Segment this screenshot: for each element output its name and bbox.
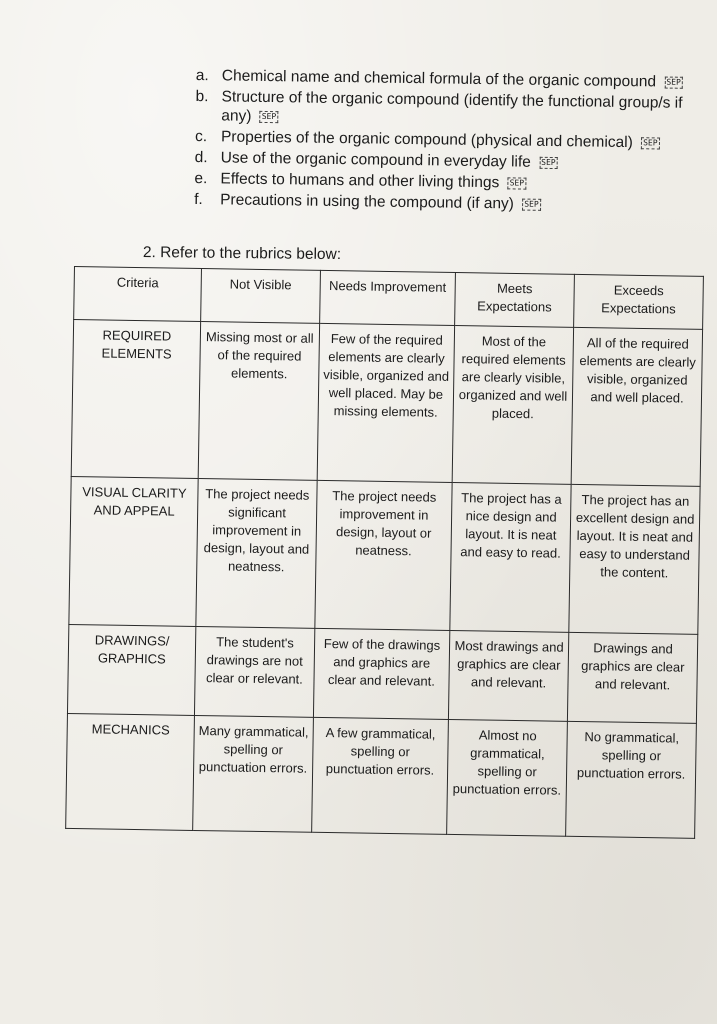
exceeds-expectations-cell: The project has an excellent design and layout. It is neat and easy to understand the content. [569, 484, 700, 634]
table-row [69, 476, 700, 634]
sep-glyph-icon: SEP [522, 198, 541, 210]
needs-improvement-cell: Few of the drawings and graphics are clear and relevant. [313, 628, 450, 719]
requirements-list [194, 66, 696, 218]
meets-expectations-cell: Most of the required elements are clearly visible, organized and well placed. [452, 325, 574, 484]
exceeds-expectations-cell: No grammatical, spelling or punctuation errors. [566, 721, 697, 838]
needs-improvement-cell: Few of the required elements are clearly visible, organized and well placed. May be missing elements. [317, 323, 455, 482]
sep-glyph-icon: SEP [664, 76, 683, 88]
list-item-text: Chemical name and chemical formula of the organic compound [221, 67, 657, 91]
meets-expectations-cell: The project has a nice design and layout. It is neat and easy to read. [450, 482, 571, 632]
criteria-cell: VISUAL CLARITY AND APPEAL [69, 476, 198, 626]
sep-glyph-icon: SEP [260, 111, 279, 123]
list-marker: d. [194, 148, 208, 167]
list-marker: e. [194, 169, 208, 188]
needs-improvement-cell: The project needs improvement in design, layout or neatness. [315, 480, 453, 630]
list-item-text: Properties of the organic compound (physical and chemical) [220, 128, 633, 152]
rubric-instruction: 2. Refer to the rubrics below: [142, 244, 342, 264]
list-marker: a. [195, 66, 209, 85]
list-item-text: Use of the organic compound in everyday life [220, 149, 531, 171]
list-item-text: Precautions in using the compound (if any) [220, 191, 515, 213]
not-visible-cell: The project needs significant improvement in design, layout and neatness. [196, 478, 317, 628]
needs-improvement-cell: A few grammatical, spelling or punctuation errors. [311, 717, 448, 834]
table-row [71, 320, 702, 487]
not-visible-cell: Many grammatical, spelling or punctuation errors. [193, 715, 314, 832]
header-exceeds-expectations: Exceeds Expectations [574, 274, 704, 329]
table-row [66, 713, 697, 838]
exceeds-expectations-cell: Drawings and graphics are clear and relevant. [568, 632, 698, 723]
exceeds-expectations-cell: All of the required elements are clearly visible, organized and well placed. [571, 327, 702, 486]
list-marker: c. [194, 127, 208, 146]
list-marker: f. [194, 190, 203, 209]
meets-expectations-cell: Most drawings and graphics are clear and relevant. [448, 630, 568, 721]
criteria-cell: DRAWINGS/ GRAPHICS [67, 624, 195, 715]
sep-glyph-icon: SEP [539, 157, 558, 169]
not-visible-cell: The student's drawings are not clear or relevant. [194, 626, 314, 717]
table-header-row [74, 267, 704, 330]
list-item [195, 87, 695, 132]
sep-glyph-icon: SEP [508, 177, 527, 189]
list-item-text: Structure of the organic compound (identify the functional group/s if any) [221, 88, 683, 125]
header-meets-expectations: Meets Expectations [455, 272, 575, 327]
header-needs-improvement: Needs Improvement [319, 270, 455, 325]
header-not-visible: Not Visible [201, 269, 321, 324]
criteria-cell: MECHANICS [66, 713, 195, 830]
sep-glyph-icon: SEP [641, 137, 660, 149]
list-marker: b. [195, 87, 209, 106]
meets-expectations-cell: Almost no grammatical, spelling or punctuation errors. [447, 719, 568, 836]
list-item-text: Effects to humans and other living things [220, 170, 500, 192]
not-visible-cell: Missing most or all of the required elements. [198, 321, 319, 480]
table-row [67, 624, 697, 723]
rubric-table [65, 266, 704, 839]
header-criteria: Criteria [74, 267, 202, 322]
criteria-cell: REQUIRED ELEMENTS [71, 320, 200, 479]
